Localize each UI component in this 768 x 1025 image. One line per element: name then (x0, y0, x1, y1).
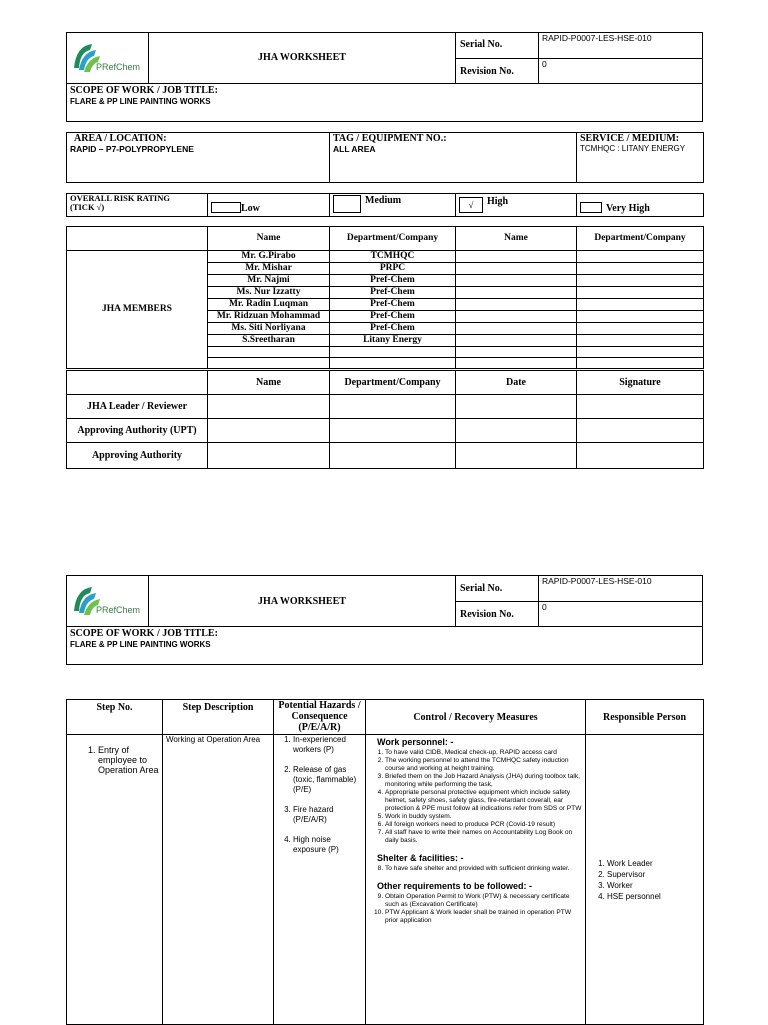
risk-low-cell[interactable] (208, 194, 330, 217)
prefchem-logo-icon (70, 581, 116, 621)
member-dept-empty (577, 275, 704, 287)
control-head-1: Work personnel: - (377, 737, 454, 747)
header-logo-cell (66, 32, 149, 83)
approval-field[interactable] (330, 419, 456, 443)
steps-table (66, 699, 704, 1025)
scope-hline-2 (66, 626, 703, 627)
service-label: SERVICE / MEDIUM: (580, 133, 680, 144)
members-label: JHA MEMBERS (67, 251, 208, 369)
risk-high-checkbox[interactable]: √ (459, 197, 483, 213)
step-desc: Working at Operation Area (163, 735, 274, 1025)
risk-medium-cell[interactable] (330, 194, 456, 217)
serial-value: RAPID-P0007-LES-HSE-010 (542, 33, 652, 43)
person-item: 2. Supervisor (607, 869, 700, 880)
member-dept: PRPC (330, 263, 456, 275)
member-dept: Pref-Chem (330, 299, 456, 311)
serial-hline (455, 601, 703, 602)
member-dept-empty (577, 299, 704, 311)
approval-col-dept: Department/Company (330, 371, 456, 395)
control-item: 5. Work in buddy system. (385, 813, 582, 821)
member-dept: Litany Energy (330, 335, 456, 347)
revision-label-2: Revision No. (460, 609, 514, 620)
risk-veryhigh-checkbox[interactable] (580, 202, 602, 213)
approval-authority-label: Approving Authority (67, 443, 208, 469)
control-item: 9. Obtain Operation Permit to Work (PTW) & necessary certificate such as (Excavation Certificate) (385, 893, 582, 909)
tag-label: TAG / EQUIPMENT NO.: (333, 133, 447, 144)
control-item: 2. The working personnel to attend the TCMHQC safety induction course and working at height training. (385, 757, 582, 773)
risk-medium-checkbox[interactable] (333, 195, 361, 213)
tag-cell (330, 133, 577, 183)
header-block-1 (66, 32, 703, 122)
approval-field[interactable] (208, 395, 330, 419)
col-hazards: Potential Hazards / Consequence (P/E/A/R) (274, 700, 366, 735)
member-name-empty (456, 275, 577, 287)
member-dept-empty (577, 358, 704, 369)
risk-high-label: High (487, 196, 509, 207)
members-col-dept-1: Department/Company (330, 227, 456, 251)
serial-label: Serial No. (460, 39, 503, 50)
member-dept-empty (577, 251, 704, 263)
member-name-empty (456, 299, 577, 311)
risk-veryhigh-label: Very High (606, 203, 650, 214)
control-cell (366, 735, 586, 1025)
col-step: Step No. (67, 700, 163, 735)
approval-field[interactable] (208, 443, 330, 469)
approval-col-name: Name (208, 371, 330, 395)
approval-field[interactable] (330, 395, 456, 419)
member-name-empty (456, 358, 577, 369)
approval-corner (67, 371, 208, 395)
approval-field[interactable] (456, 443, 577, 469)
member-name: Mr. Ridzuan Mohammad (208, 311, 330, 323)
scope-label-2: SCOPE OF WORK / JOB TITLE: (70, 628, 218, 639)
member-dept-empty (577, 263, 704, 275)
approval-upt-label: Approving Authority (UPT) (67, 419, 208, 443)
worksheet-title: JHA WORKSHEET (258, 52, 346, 63)
member-name: Mr. Radin Luqman (208, 299, 330, 311)
step-1: 1. Entry of employee to Operation Area (98, 745, 159, 775)
control-item: 1. To have valid CIDB, Medical check-up, RAPID access card (385, 749, 582, 757)
risk-label-cell (67, 194, 208, 217)
serial-hline (455, 58, 703, 59)
approval-col-date: Date (456, 371, 577, 395)
members-col-dept-2: Department/Company (577, 227, 704, 251)
member-dept-empty (330, 347, 456, 358)
scope-value-2: FLARE & PP LINE PAINTING WORKS (70, 640, 211, 649)
risk-label: OVERALL RISK RATING (70, 193, 170, 203)
risk-medium-label: Medium (365, 195, 402, 206)
person-item: 4. HSE personnel (607, 891, 700, 902)
prefchem-logo-icon (70, 38, 116, 78)
control-head-3: Other requirements to be followed: - (377, 881, 533, 891)
control-item: 8. To have safe shelter and provided with sufficient drinking water. (385, 865, 582, 873)
approval-col-signature: Signature (577, 371, 704, 395)
hazard-item: 1. In-experienced workers (P) (293, 735, 362, 755)
member-name-empty (208, 347, 330, 358)
hazards-cell (274, 735, 366, 1025)
member-dept-empty (577, 287, 704, 299)
header-block-2 (66, 575, 703, 665)
member-dept: Pref-Chem (330, 287, 456, 299)
control-item: 3. Briefed them on the Job Hazard Analysis (JHA) during toolbox talk, monitoring while performing the task, (385, 773, 582, 789)
hazard-item: 3. Fire hazard (P/E/A/R) (293, 805, 362, 825)
member-name: S.Sreetharan (208, 335, 330, 347)
scope-label: SCOPE OF WORK / JOB TITLE: (70, 85, 218, 96)
members-col-name-1: Name (208, 227, 330, 251)
member-dept: Pref-Chem (330, 323, 456, 335)
member-name-empty (456, 263, 577, 275)
risk-low-checkbox[interactable] (211, 202, 241, 213)
member-name-empty (456, 311, 577, 323)
approval-field[interactable] (330, 443, 456, 469)
control-head-2: Shelter & facilities: - (377, 853, 464, 863)
service-value: TCMHQC : LITANY ENERGY (580, 144, 686, 153)
member-dept-empty (577, 311, 704, 323)
member-name-empty (456, 323, 577, 335)
member-name-empty (456, 347, 577, 358)
hazard-item: 2. Release of gas (toxic, flammable) (P/E) (293, 765, 362, 795)
member-dept-empty (577, 323, 704, 335)
member-dept-empty (330, 358, 456, 369)
person-cell (586, 735, 704, 1025)
serial-value-2: RAPID-P0007-LES-HSE-010 (542, 576, 652, 586)
area-cell (67, 133, 330, 183)
control-item: 10. PTW Applicant & Work leader shall be trained in operation PTW prior application (385, 909, 582, 925)
revision-label: Revision No. (460, 66, 514, 77)
members-table (66, 226, 704, 369)
col-person: Responsible Person (586, 700, 704, 735)
risk-sublabel: (TICK √) (70, 202, 105, 212)
member-name-empty (208, 358, 330, 369)
serial-label-2: Serial No. (460, 583, 503, 594)
member-name-empty (456, 287, 577, 299)
person-item: 1. Work Leader (607, 858, 700, 869)
member-name-empty (456, 335, 577, 347)
risk-high-cell[interactable] (456, 194, 577, 217)
member-name: Mr. G.Pirabo (208, 251, 330, 263)
service-cell (577, 133, 704, 183)
col-desc: Step Description (163, 700, 274, 735)
risk-low-label: Low (241, 203, 260, 214)
approval-field[interactable] (577, 395, 704, 419)
member-dept: TCMHQC (330, 251, 456, 263)
member-name: Ms. Nur Izzatty (208, 287, 330, 299)
logo-text: PRefChem (96, 62, 141, 72)
members-corner (67, 227, 208, 251)
approval-table (66, 370, 704, 469)
member-dept: Pref-Chem (330, 275, 456, 287)
hazard-item: 4. High noise exposure (P) (293, 835, 362, 855)
worksheet-title-2: JHA WORKSHEET (258, 596, 346, 607)
member-dept-empty (577, 335, 704, 347)
member-name: Ms. Siti Norliyana (208, 323, 330, 335)
member-name: Mr. Najmi (208, 275, 330, 287)
approval-field[interactable] (208, 419, 330, 443)
member-name: Mr. Mishar (208, 263, 330, 275)
risk-table (66, 193, 704, 217)
logo-text: PRefChem (96, 605, 141, 615)
person-item: 3. Worker (607, 880, 700, 891)
control-item: 4. Appropriate personal protective equipment which include safety helmet, safety shoes, safety glass, fire-retardant coverall, ear protection & PPE must follow all indications refer from SDS or PTW (385, 789, 582, 813)
location-table (66, 132, 704, 183)
member-dept: Pref-Chem (330, 311, 456, 323)
control-item: 6. All foreign workers need to produce PCR (Covid-19 result) (385, 821, 582, 829)
scope-value: FLARE & PP LINE PAINTING WORKS (70, 97, 211, 106)
scope-hline (66, 83, 703, 84)
member-name-empty (456, 251, 577, 263)
approval-field[interactable] (577, 419, 704, 443)
step-no-cell (67, 735, 163, 1025)
header-logo-cell-2 (66, 575, 149, 626)
control-item: 7. All staff have to write their names on Accountability Log Book on daily basis. (385, 829, 582, 845)
tag-value: ALL AREA (333, 144, 376, 154)
members-col-name-2: Name (456, 227, 577, 251)
approval-field[interactable] (577, 443, 704, 469)
revision-value: 0 (542, 59, 547, 69)
member-dept-empty (577, 347, 704, 358)
area-label: AREA / LOCATION: (74, 133, 167, 144)
risk-veryhigh-cell[interactable] (577, 194, 704, 217)
col-control: Control / Recovery Measures (366, 700, 586, 735)
area-value: RAPID – P7-POLYPROPYLENE (70, 144, 194, 154)
approval-leader-label: JHA Leader / Reviewer (67, 395, 208, 419)
approval-field[interactable] (456, 395, 577, 419)
approval-field[interactable] (456, 419, 577, 443)
revision-value-2: 0 (542, 602, 547, 612)
